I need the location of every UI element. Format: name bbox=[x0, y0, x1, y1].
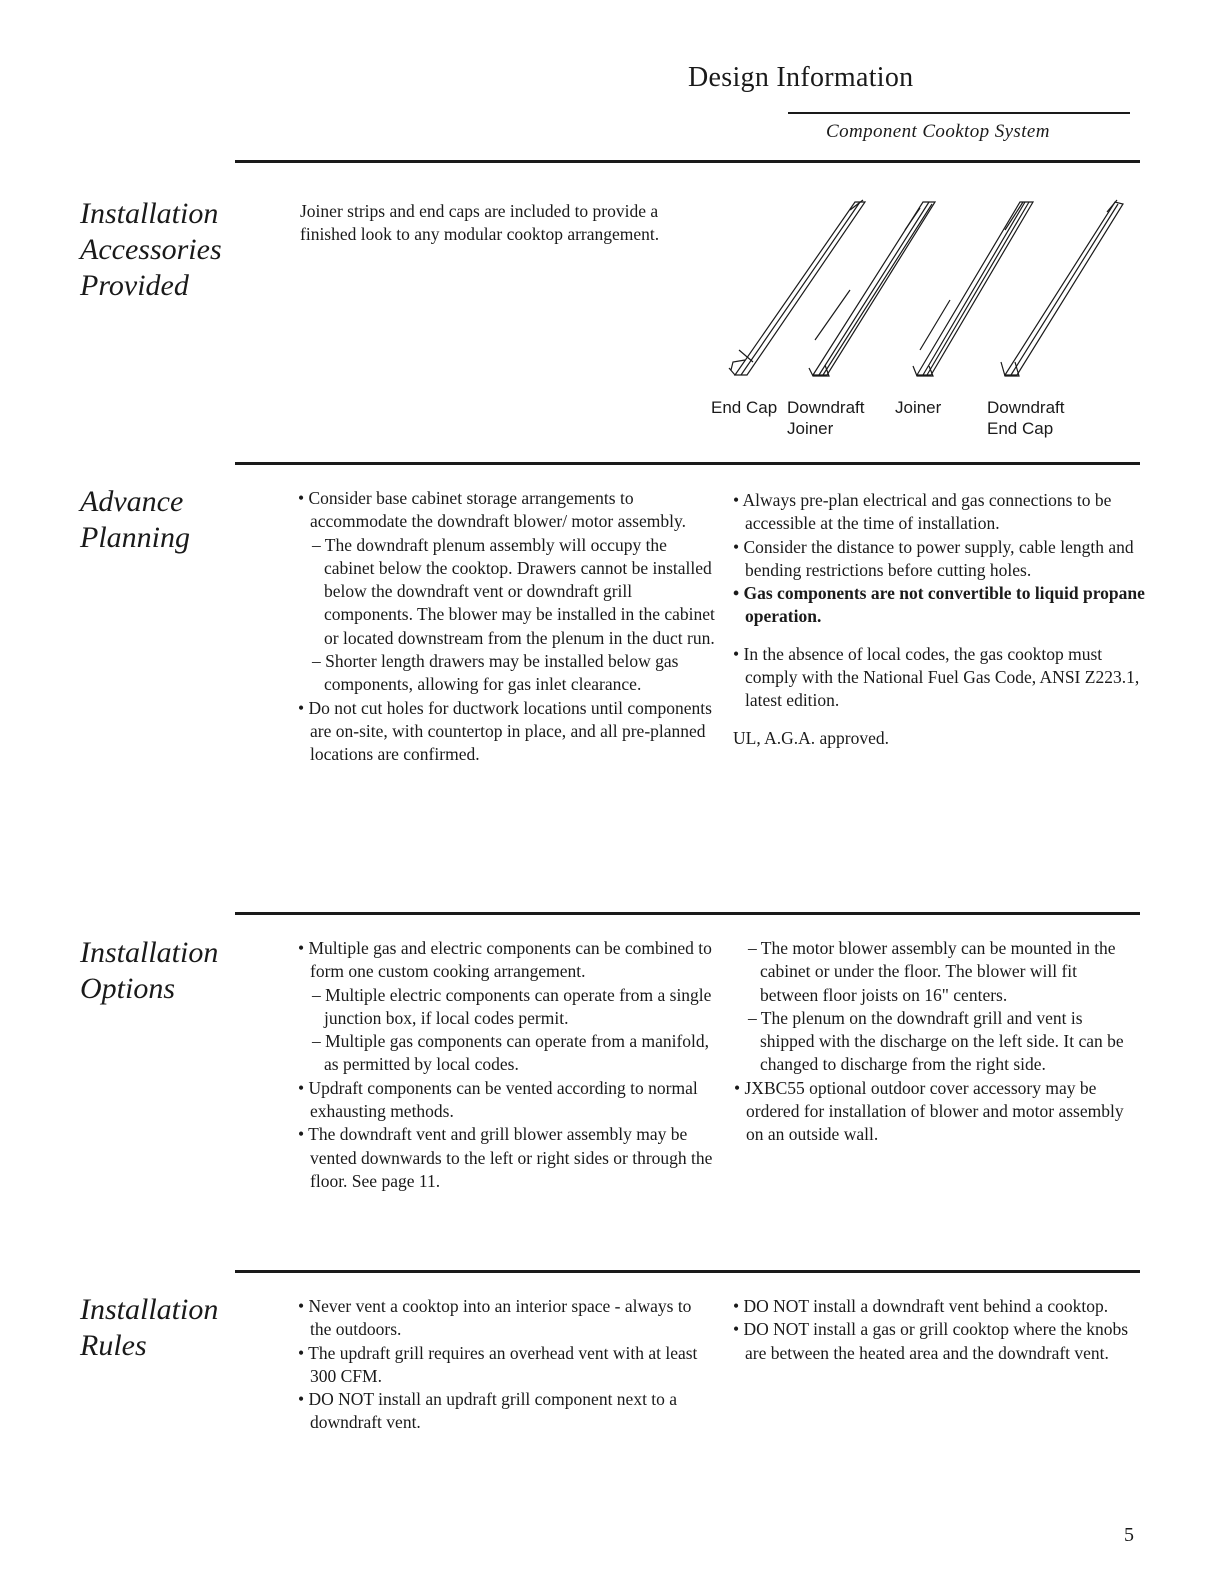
label-line: End Cap bbox=[711, 398, 778, 417]
strip-label-joiner bbox=[895, 397, 941, 418]
label-line: Downdraft bbox=[787, 398, 865, 417]
section-title-advance-planning bbox=[80, 484, 190, 556]
sub-item: – Multiple electric components can operate from a single junction box, if local codes permit. bbox=[312, 984, 712, 1028]
bullet-item: • DO NOT install a gas or grill cooktop where the knobs are between the heated area and the downdraft vent. bbox=[733, 1319, 1129, 1363]
downdraft-joiner-strip bbox=[809, 202, 935, 376]
section-title-line: Installation bbox=[80, 197, 219, 230]
approval-note: UL, A.G.A. approved. bbox=[733, 727, 890, 748]
bullet-item: • Do not cut holes for ductwork locations until components are on-site, with countertop in place, and all pre-planned locations are confirmed. bbox=[298, 697, 712, 765]
section-divider-2 bbox=[235, 462, 1140, 465]
sub-item: – Multiple gas components can operate from a manifold, as permitted by local codes. bbox=[312, 1031, 710, 1075]
section-title-line: Rules bbox=[80, 1329, 147, 1362]
label-line: Joiner bbox=[787, 419, 834, 438]
section-title-installation-options bbox=[80, 935, 218, 1007]
installation-options-left-column bbox=[298, 937, 716, 1193]
section-title-line: Advance bbox=[80, 485, 184, 518]
advance-planning-right-column bbox=[733, 489, 1145, 750]
page-subtitle: Component Cooktop System bbox=[826, 121, 1050, 142]
section-title-line: Options bbox=[80, 972, 176, 1005]
bullet-item: • Always pre-plan electrical and gas connections to be accessible at the time of installation. bbox=[733, 490, 1112, 534]
strip-label-downdraft-joiner bbox=[787, 397, 864, 439]
section-divider-1 bbox=[235, 160, 1140, 163]
installation-options-right-column bbox=[734, 937, 1139, 1147]
sub-item: – The plenum on the downdraft grill and vent is shipped with the discharge on the left side. It can be changed to discharge from the right side. bbox=[748, 1007, 1124, 1075]
header-divider bbox=[788, 112, 1130, 114]
bullet-item: • Updraft components can be vented according to normal exhausting methods. bbox=[298, 1077, 698, 1122]
bullet-item: • JXBC55 optional outdoor cover accessory may be ordered for installation of blower and motor assembly on an outside wall. bbox=[734, 1077, 1124, 1145]
end-cap-strip bbox=[729, 200, 865, 375]
section-title-line: Installation bbox=[80, 1293, 219, 1326]
section-title-line: Accessories bbox=[80, 233, 222, 266]
sub-item: – The motor blower assembly can be mounted in the cabinet or under the floor. The blower will fit between floor joists on 16" centers. bbox=[748, 938, 1116, 1005]
bullet-item: • The downdraft vent and grill blower assembly may be vented downwards to the left or right sides or through the floor. See page 11. bbox=[298, 1124, 713, 1191]
bullet-item: • Never vent a cooktop into an interior space - always to the outdoors. bbox=[298, 1296, 692, 1340]
joiner-strips-illustration bbox=[705, 190, 1125, 390]
bullet-item: • The updraft grill requires an overhead vent with at least 300 CFM. bbox=[298, 1342, 698, 1386]
joiner-strip bbox=[913, 202, 1033, 376]
strip-label-end-cap bbox=[711, 397, 777, 418]
bullet-item: • In the absence of local codes, the gas cooktop must comply with the National Fuel Gas Code, ANSI Z223.1, latest edition. bbox=[733, 643, 1140, 711]
section-title-installation-rules bbox=[80, 1292, 218, 1364]
section-divider-4 bbox=[235, 1270, 1140, 1273]
sub-item: – Shorter length drawers may be installed below gas components, allowing for gas inlet clearance. bbox=[312, 651, 679, 695]
bullet-item: • DO NOT install a downdraft vent behind a cooktop. bbox=[733, 1296, 1109, 1316]
section-title-line: Planning bbox=[80, 521, 190, 554]
label-line: Downdraft bbox=[987, 398, 1065, 417]
paragraph: Joiner strips and end caps are included to provide a finished look to any modular cooktop arrangement. bbox=[300, 201, 660, 245]
strip-label-downdraft-end-cap bbox=[987, 397, 1064, 439]
installation-rules-left-column bbox=[298, 1295, 710, 1435]
installation-rules-right-column bbox=[733, 1295, 1138, 1365]
section-title-line: Provided bbox=[80, 269, 189, 302]
advance-planning-left-column bbox=[298, 487, 716, 767]
sub-item: – The downdraft plenum assembly will occupy the cabinet below the cooktop. Drawers cannot be installed below the downdraft vent or downdraft grill components. The blower may be installed in the cabinet or located downstream from the plenum in the duct run. bbox=[312, 534, 715, 648]
bullet-item: • Consider base cabinet storage arrangements to accommodate the downdraft blower/ motor assembly. bbox=[298, 488, 686, 532]
section-title-line: Installation bbox=[80, 936, 219, 969]
page-title: Design Information bbox=[688, 62, 914, 93]
page-number: 5 bbox=[1124, 1524, 1134, 1546]
label-line: End Cap bbox=[987, 419, 1054, 438]
section-divider-3 bbox=[235, 912, 1140, 915]
bullet-item: • Multiple gas and electric components can be combined to form one custom cooking arrangement. bbox=[298, 938, 712, 982]
accessories-text bbox=[300, 200, 680, 247]
section-title-accessories bbox=[80, 196, 222, 304]
label-line: Joiner bbox=[895, 398, 942, 417]
bullet-item: • Consider the distance to power supply, cable length and bending restrictions before cutting holes. bbox=[733, 536, 1134, 580]
bullet-item: • DO NOT install an updraft grill component next to a downdraft vent. bbox=[298, 1389, 678, 1433]
bullet-item-bold: • Gas components are not convertible to liquid propane operation. bbox=[733, 583, 1145, 627]
